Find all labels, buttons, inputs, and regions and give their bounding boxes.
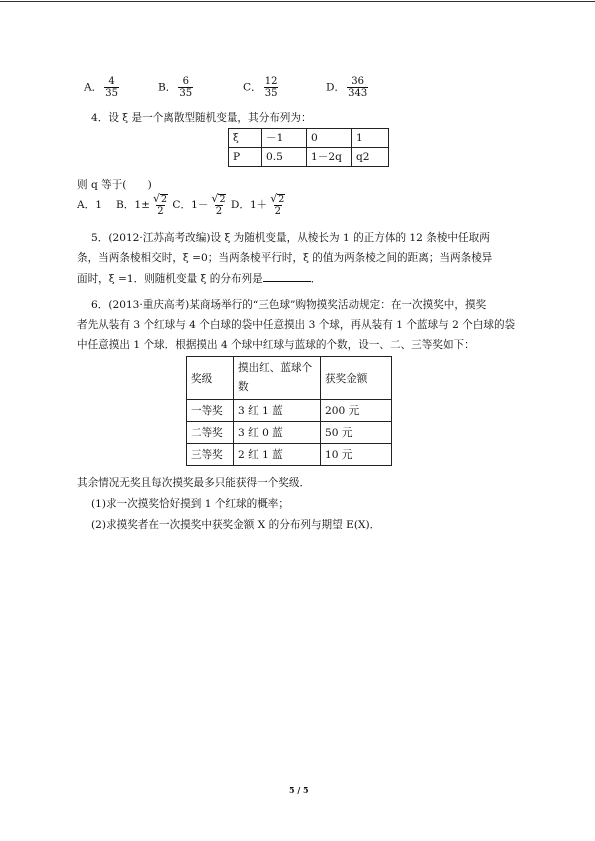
q3-option-d: D． $\frac{36}{343}$	[326, 76, 368, 99]
q4-options	[77, 193, 286, 217]
table-header-row	[187, 357, 392, 400]
table-cell: 200 元	[321, 400, 392, 422]
table-cell: 10 元	[321, 444, 392, 466]
table-cell: －1	[262, 129, 307, 148]
q4-stem: 4．设 ξ 是一个离散型随机变量，其分布列为：	[91, 112, 312, 124]
q5-line-1: 5．(2012·江苏高考改编)设 ξ 为随机变量，从棱长为 1 的正方体的 12 条棱中任取两	[91, 232, 490, 244]
table-cell: 50 元	[321, 422, 392, 444]
table-header-cell: 奖级	[187, 357, 234, 400]
table-row	[229, 129, 389, 148]
prize-table	[186, 356, 392, 466]
q6-part-2: (2)求摸奖者在一次摸奖中获奖金额 X 的分布列与期望 E(X)．	[91, 519, 381, 531]
q4-distribution-table	[228, 128, 389, 167]
q3-option-c: C． $\frac{12}{35}$	[243, 76, 278, 99]
table-cell: 0	[307, 129, 352, 148]
q4-option-ab: A．1 B．1±	[77, 199, 150, 211]
sqrt-fraction: √ 2 2	[270, 192, 285, 217]
table-cell: 1	[352, 129, 389, 148]
q5-line-2: 条，当两条棱相交时，ξ =0；当两条棱平行时，ξ 的值为两条棱之间的距离；当两条棱异	[77, 252, 493, 264]
table-cell: ξ	[229, 129, 262, 148]
table-row	[187, 422, 392, 444]
table-row	[187, 400, 392, 422]
table-cell: 3 红 0 蓝	[234, 422, 321, 444]
q3-option-a: A． $\frac{4}{35}$	[84, 76, 118, 99]
table-row	[187, 444, 392, 466]
answer-blank	[263, 271, 311, 282]
table-cell: 二等奖	[187, 422, 234, 444]
table-row	[229, 148, 389, 167]
q4-option-c: C．1－	[169, 199, 209, 211]
q6-line-2: 者先从装有 3 个红球与 4 个白球的袋中任意摸出 3 个球，再从装有 1 个蓝球与 2 个白球的袋	[77, 319, 516, 331]
table-cell: 0.5	[262, 148, 307, 167]
page-number: 5 / 5	[289, 785, 309, 795]
table-cell: P	[229, 148, 262, 167]
table-cell: 三等奖	[187, 444, 234, 466]
top-rule	[0, 1, 595, 2]
q5-line-3: 面时，ξ =1．则随机变量 ξ 的分布列是 ．	[77, 273, 322, 285]
q6-line-3: 中任意摸出 1 个球．根据摸出 4 个球中红球与蓝球的个数，设一、二、三等奖如下：	[77, 339, 475, 351]
q3-option-b: B． $\frac{6}{35}$	[158, 76, 193, 99]
q4-question: 则 q 等于( )	[77, 179, 152, 191]
q4-option-d: D．1＋	[227, 199, 268, 211]
table-cell: 3 红 1 蓝	[234, 400, 321, 422]
q6-part-1: (1)求一次摸奖恰好摸到 1 个红球的概率；	[91, 498, 289, 510]
table-header-cell: 摸出红、蓝球个数	[234, 357, 321, 400]
sqrt-fraction: √ 2 2	[152, 192, 168, 217]
table-cell: q2	[352, 148, 389, 167]
table-cell: 一等奖	[187, 400, 234, 422]
q6-line-1: 6．(2013·重庆高考)某商场举行的“三色球”购物摸奖活动规定：在一次摸奖中，摸奖	[91, 299, 487, 311]
q6-after-table: 其余情况无奖且每次摸奖最多只能获得一个奖级．	[77, 477, 311, 489]
table-cell: 1－2q	[307, 148, 352, 167]
table-header-cell: 获奖金额	[321, 357, 392, 400]
sqrt-fraction: √ 2 2	[211, 192, 226, 217]
table-cell: 2 红 1 蓝	[234, 444, 321, 466]
